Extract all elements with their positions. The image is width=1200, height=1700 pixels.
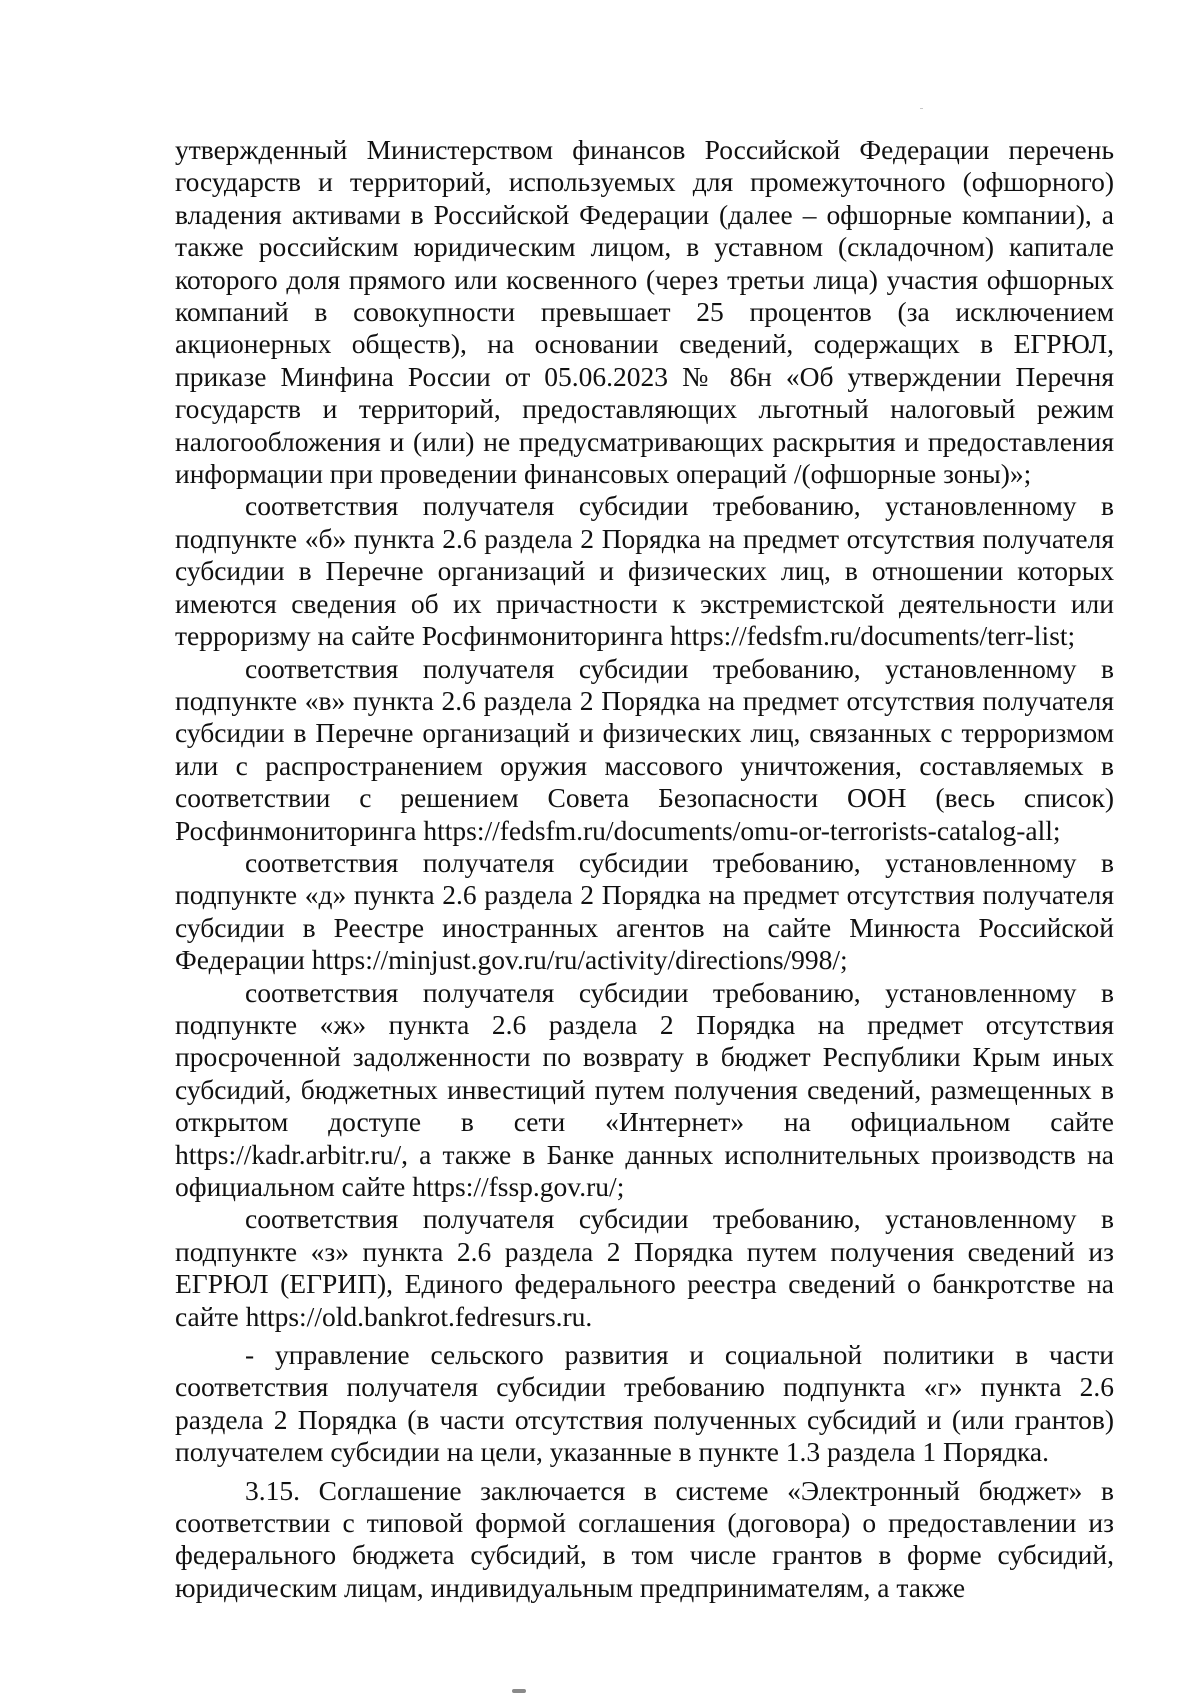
page-footer-mark	[512, 1689, 526, 1693]
paragraph-bankruptcy-check: соответствия получателя субсидии требованию, установленному в подпункте «з» пункта 2.6 раздела 2 Порядка путем получения сведений из ЕГРЮЛ (ЕГРИП), Единого федерального реестра сведений о банкротстве на сайте https://old.bankrot.fedresurs.ru.	[175, 1203, 1114, 1332]
paragraph-terrorism-wmd-check: соответствия получателя субсидии требованию, установленному в подпункте «в» пункта 2.6 раздела 2 Порядка на предмет отсутствия получателя субсидии в Перечне организаций и физических лиц, связанных с терроризмом или с распространением оружия массового уничтожения, составляемых в соответствии с решением Совета Безопасности ООН (весь список) Росфинмониторинга https://fedsfm.ru/documents/omu-or-terrorists-catalog-all;	[175, 652, 1114, 846]
scan-artifact	[920, 108, 923, 109]
paragraph-extremism-check: соответствия получателя субсидии требованию, установленному в подпункте «б» пункта 2.6 раздела 2 Порядка на предмет отсутствия получателя субсидии в Перечне организаций и физических лиц, в отношении которых имеются сведения об их причастности к экстремистской деятельности или терроризму на сайте Росфинмониторинга https://fedsfm.ru/documents/terr-list;	[175, 490, 1114, 652]
document-body	[175, 134, 1114, 1604]
paragraph-rural-development: - управление сельского развития и социальной политики в части соответствия получателя субсидии требованию подпункта «г» пункта 2.6 раздела 2 Порядка (в части отсутствия полученных субсидий и (или грантов) получателем субсидии на цели, указанные в пункте 1.3 раздела 1 Порядка.	[175, 1339, 1114, 1468]
paragraph-debt-check: соответствия получателя субсидии требованию, установленному в подпункте «ж» пункта 2.6 раздела 2 Порядка на предмет отсутствия просроченной задолженности по возврату в бюджет Республики Крым иных субсидий, бюджетных инвестиций путем получения сведений, размещенных в открытом доступе в сети «Интернет» на официальном сайте https://kadr.arbitr.ru/, а также в Банке данных исполнительных производств на официальном сайте https://fssp.gov.ru/;	[175, 976, 1114, 1202]
paragraph-agreement-3-15: 3.15. Соглашение заключается в системе «Электронный бюджет» в соответствии с типовой формой соглашения (договора) о предоставлении из федерального бюджета субсидий, в том числе грантов в форме субсидий, юридическим лицам, индивидуальным предпринимателям, а также	[175, 1474, 1114, 1603]
paragraph-foreign-agents-check: соответствия получателя субсидии требованию, установленному в подпункте «д» пункта 2.6 раздела 2 Порядка на предмет отсутствия получателя субсидии в Реестре иностранных агентов на сайте Минюста Российской Федерации https://minjust.gov.ru/ru/activity/directions/998/;	[175, 846, 1114, 976]
paragraph-offshore-list: утвержденный Министерством финансов Российской Федерации перечень государств и территорий, используемых для промежуточного (офшорного) владения активами в Российской Федерации (далее – офшорные компании), а также российским юридическим лицом, в уставном (складочном) капитале которого доля прямого или косвенного (через третьи лица) участия офшорных компаний в совокупности превышает 25 процентов (за исключением акционерных обществ), на основании сведений, содержащих в ЕГРЮЛ, приказе Минфина России от 05.06.2023 № 86н «Об утверждении Перечня государств и территорий, предоставляющих льготный налоговый режим налогообложения и (или) не предусматривающих раскрытия и предоставления информации при проведении финансовых операций /(офшорные зоны)»;	[175, 134, 1114, 490]
